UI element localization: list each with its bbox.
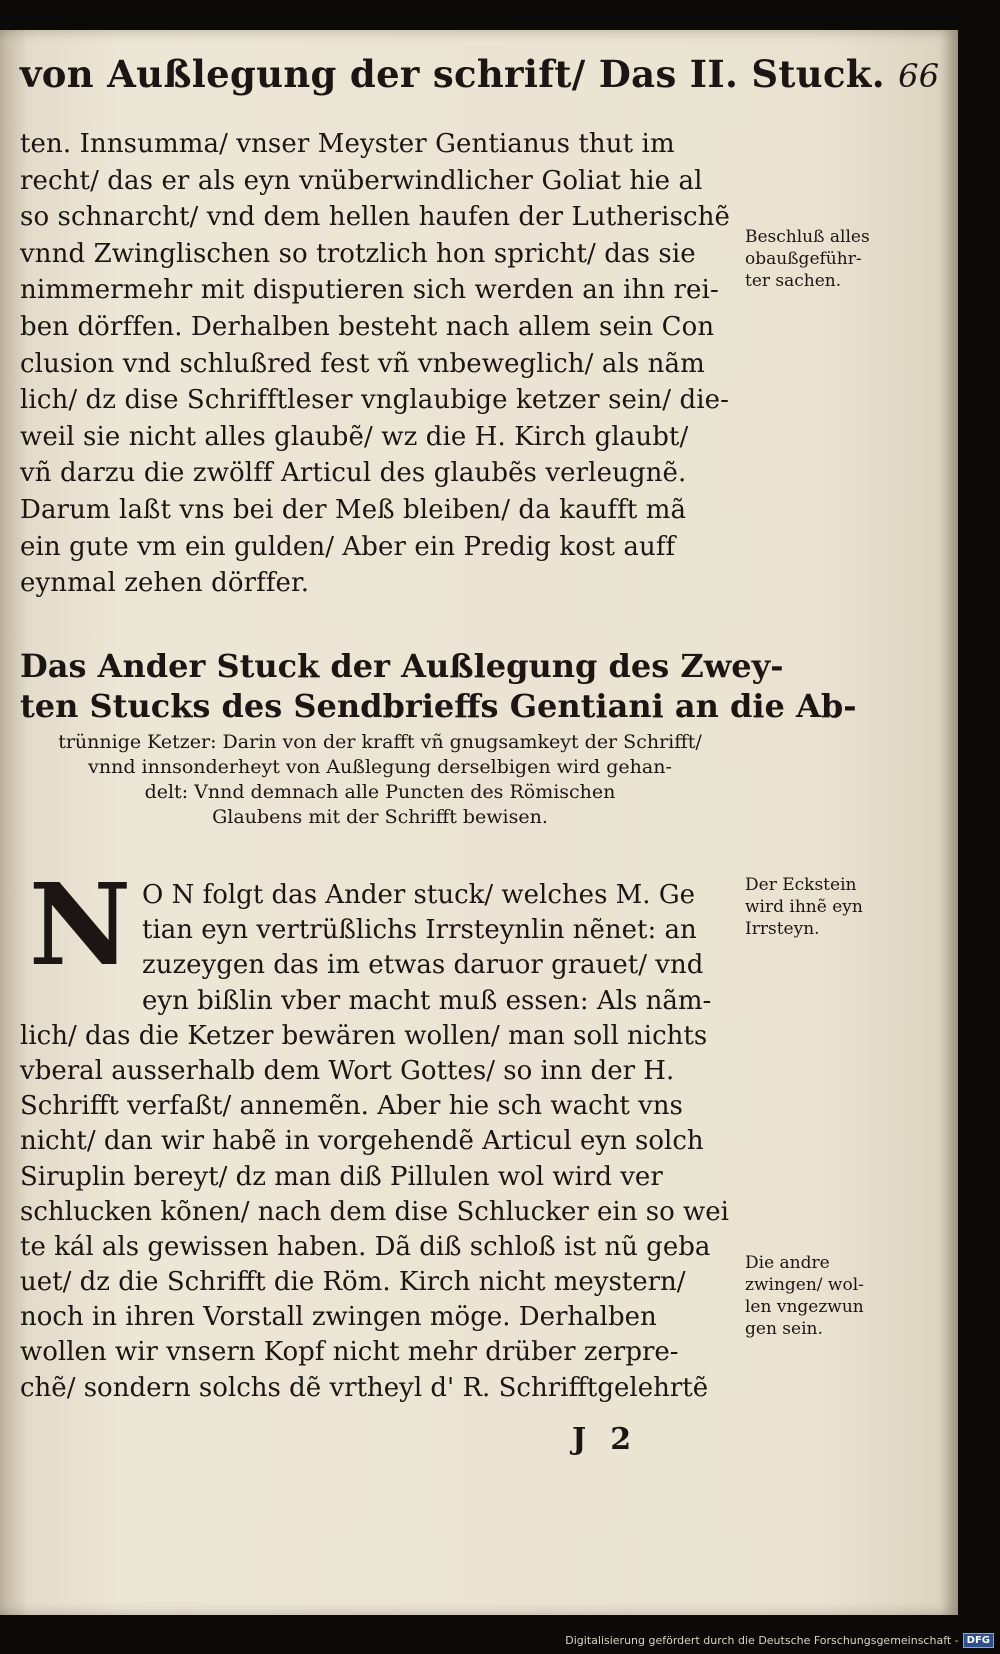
text-line: te kál als gewissen haben. Dã diß schloß ist nũ geba <box>20 1231 711 1262</box>
text-line: clusion vnd schlußred fest vñ vnbeweglich/ als nãm <box>20 348 705 379</box>
text-line: eyn bißlin vber macht muß essen: Als nãm- <box>142 985 712 1016</box>
running-header <box>20 52 940 96</box>
digitization-footer <box>565 1632 994 1648</box>
text-block-2 <box>20 878 740 1406</box>
text-line: tian eyn vertrüßlichs Irrsteynlin nẽnet: an <box>142 915 697 946</box>
text-line: O N folgt das Ander stuck/ welches M. Ge <box>142 880 695 910</box>
footer-text: Digitalisierung gefördert durch die Deutsche Forschungsgemeinschaft - <box>565 1633 959 1647</box>
text-line: vnnd Zwinglischen so trotzlich hon spricht/ das sie <box>20 238 696 269</box>
margin-note-line: Beschluß alles <box>745 227 870 247</box>
section-subtitle-line: vnnd innsonderheyt von Außlegung derselbigen wird gehan- <box>88 756 672 778</box>
section-subtitle-line: trünnige Ketzer: Darin von der krafft vñ gnugsamkeyt der Schrifft/ <box>58 731 702 753</box>
folio-number: 66 <box>898 57 940 95</box>
section-subtitle-line: Glaubens mit der Schrifft bewisen. <box>212 806 548 828</box>
margin-note-line: gen sein. <box>745 1319 823 1339</box>
text-line: Darum laßt vns bei der Meß bleiben/ da kaufft mã <box>20 494 687 525</box>
decorated-initial: N <box>28 860 132 991</box>
section-subtitle <box>30 730 730 830</box>
text-line: zuzeygen das im etwas daruor grauet/ vnd <box>142 950 704 981</box>
text-line: vñ darzu die zwölff Articul des glaubẽs verleugnẽ. <box>20 458 687 489</box>
margin-note-2 <box>745 874 895 940</box>
text-line: uet/ dz die Schrifft die Röm. Kirch nicht meystern/ <box>20 1267 686 1298</box>
margin-note-line: len vngezwun <box>745 1297 864 1317</box>
text-line: wollen wir vnsern Kopf nicht mehr drüber zerpre- <box>20 1337 679 1368</box>
text-block-1 <box>20 126 740 602</box>
text-line: ten. Innsumma/ vnser Meyster Gentianus thut im <box>20 129 675 159</box>
margin-note-3 <box>745 1252 895 1340</box>
text-line: eynmal zehen dörffer. <box>20 568 310 599</box>
signature-number: 2 <box>610 1422 656 1457</box>
text-line: noch in ihren Vorstall zwingen möge. Derhalben <box>20 1302 657 1333</box>
dfg-logo: DFG <box>963 1633 994 1648</box>
margin-note-1 <box>745 226 895 292</box>
margin-note-line: obaußgeführ- <box>745 249 862 269</box>
section-subtitle-line: delt: Vnnd demnach alle Puncten des Römischen <box>144 781 616 803</box>
signature-letter: J <box>572 1422 611 1457</box>
margin-note-line: Irrsteyn. <box>745 919 820 939</box>
text-line: schlucken kõnen/ nach dem dise Schlucker ein so wei <box>20 1196 729 1227</box>
text-line: recht/ das er als eyn vnüberwindlicher Goliat hie al <box>20 165 703 196</box>
margin-note-line: Die andre <box>745 1253 830 1273</box>
section-title-line: Das Ander Stuck der Außlegung des Zwey- <box>20 647 784 685</box>
margin-note-line: Der Eckstein <box>745 875 857 895</box>
signature-mark <box>572 1422 655 1457</box>
margin-note-line: zwingen/ wol- <box>745 1275 864 1295</box>
running-title: von Außlegung der schrift/ Das II. Stuck. <box>20 52 885 96</box>
text-line: nimmermehr mit disputieren sich werden an ihn rei- <box>20 275 719 306</box>
text-line: so schnarcht/ vnd dem hellen haufen der Lutherischẽ <box>20 202 731 233</box>
section-title <box>20 646 857 726</box>
margin-note-line: ter sachen. <box>745 271 842 291</box>
text-line: ein gute vm ein gulden/ Aber ein Predig kost auff <box>20 531 676 562</box>
text-line: vberal ausserhalb dem Wort Gottes/ so inn der H. <box>20 1055 675 1086</box>
text-line: weil sie nicht alles glaubẽ/ wz die H. Kirch glaubt/ <box>20 421 689 452</box>
text-line: lich/ das die Ketzer bewären wollen/ man soll nichts <box>20 1020 708 1051</box>
text-line: nicht/ dan wir habẽ in vorgehendẽ Articul eyn solch <box>20 1126 704 1157</box>
text-line: Schrifft verfaßt/ annemẽn. Aber hie sch wacht vns <box>20 1091 683 1122</box>
text-line: Siruplin bereyt/ dz man diß Pillulen wol wird ver <box>20 1161 663 1192</box>
section-title-line: ten Stucks des Sendbrieffs Gentiani an die Ab- <box>20 687 857 725</box>
text-line: ben dörffen. Derhalben besteht nach allem sein Con <box>20 311 715 342</box>
margin-note-line: wird ihnẽ eyn <box>745 897 863 917</box>
text-line: chẽ/ sondern solchs dẽ vrtheyl d' R. Schrifftgelehrtẽ <box>20 1372 709 1403</box>
text-line: lich/ dz dise Schrifftleser vnglaubige ketzer sein/ die- <box>20 385 730 416</box>
